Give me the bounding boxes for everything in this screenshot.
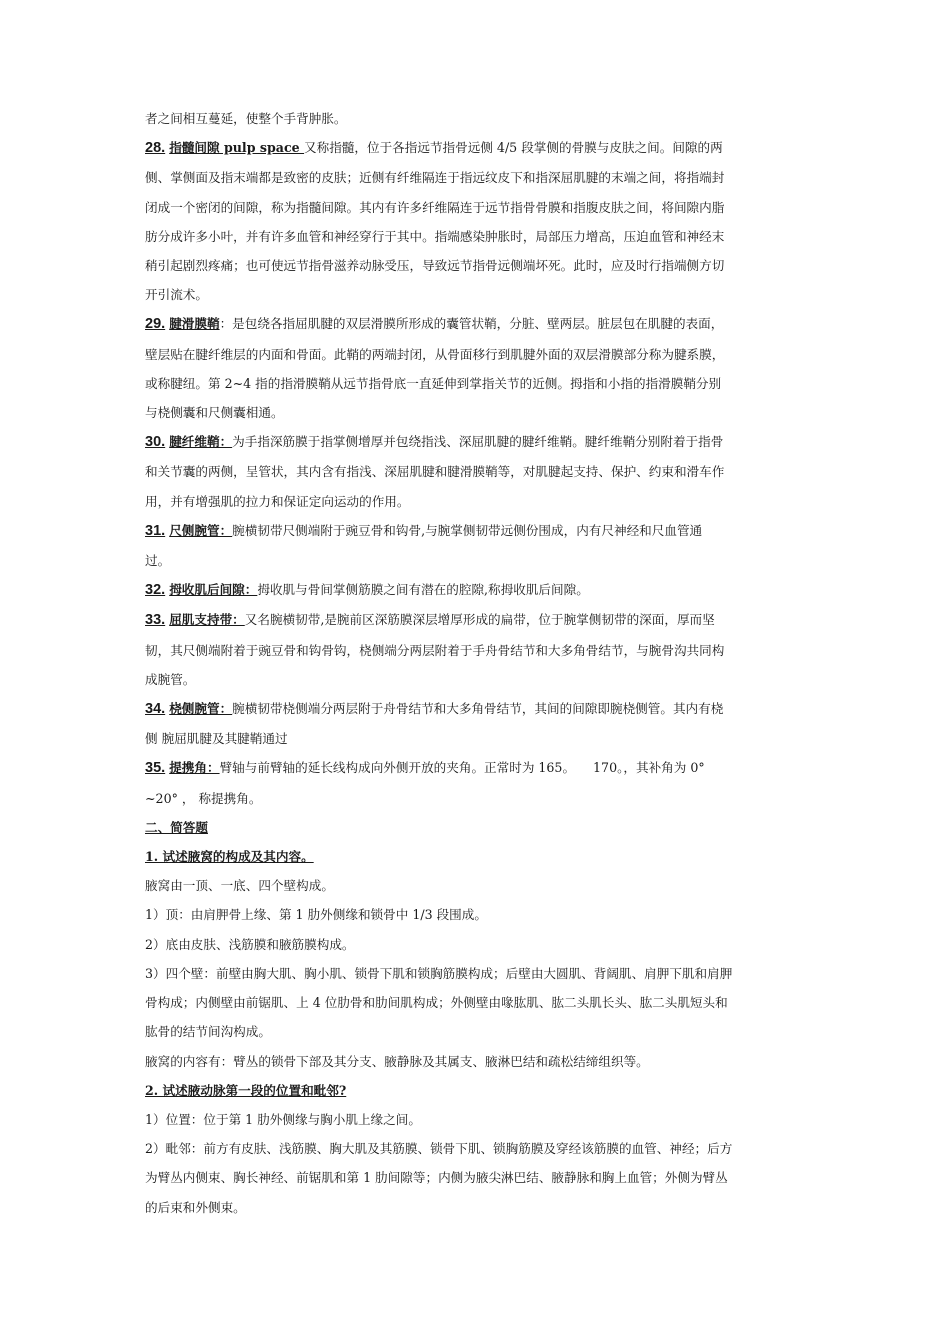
paragraph-line: 稍引起剧烈疼痛；也可使远节指骨滋养动脉受压，导致远节指骨远侧端坏死。此时，应及时行指端侧方切 [145, 258, 725, 274]
paragraph-line: 2）底由皮肤、浅筋膜和腋筋膜构成。 [145, 936, 355, 952]
item-33 [145, 605, 817, 635]
paragraph-line: 为臂丛内侧束、胸长神经、前锯肌和第 1 肋间隙等；内侧为腋尖淋巴结、腋静脉和胸上血管；外侧为臂丛 [145, 1170, 728, 1186]
item-number: 34. [145, 701, 166, 718]
item-number: 29. [145, 316, 166, 333]
item-text: 腕横韧带尺侧端附于豌豆骨和钩骨,与腕掌侧韧带远侧份围成，内有尺神经和尺血管通 [232, 522, 703, 538]
question-title: 2. 试述腋动脉第一段的位置和毗邻? [145, 1082, 347, 1098]
paragraph-line: 2）毗邻：前方有皮肤、浅筋膜、胸大肌及其筋膜、锁骨下肌、锁胸筋膜及穿经该筋膜的血管、神经；后方 [145, 1141, 733, 1157]
item-30 [145, 427, 817, 457]
item-text: 拇收肌与骨间掌侧筋膜之间有潜在的腔隙,称拇收肌后间隙。 [257, 582, 589, 598]
paragraph-line: 的后束和外侧束。 [145, 1199, 246, 1215]
question-title: 1. 试述腋窝的构成及其内容。 [145, 849, 314, 865]
item-text: 又名腕横韧带,是腕前区深筋膜深层增厚形成的扁带，位于腕掌侧韧带的深面，厚而坚 [244, 612, 715, 628]
paragraph-line: 肱骨的结节间沟构成。 [145, 1024, 271, 1040]
item-term: 桡侧腕管： [169, 701, 233, 717]
item-31 [145, 516, 817, 546]
paragraph-line: 腋窝的内容有：臂丛的锁骨下部及其分支、腋静脉及其属支、腋淋巴结和疏松结缔组织等。 [145, 1053, 649, 1069]
item-term: 尺侧腕管： [169, 522, 233, 538]
item-34 [145, 694, 817, 724]
item-text: 170。，其补角为 0° [593, 760, 705, 776]
paragraph-line: 用，并有增强肌的拉力和保证定向运动的作用。 [145, 493, 410, 509]
paragraph-line: 1）顶：由肩胛骨上缘、第 1 肋外侧缘和锁骨中 1/3 段围成。 [145, 907, 487, 923]
item-term: 提携角： [169, 760, 220, 776]
item-term: 屈肌支持带： [169, 612, 245, 628]
item-number: 31. [145, 522, 166, 539]
item-35 [145, 753, 817, 783]
paragraph-line: 开引流术。 [145, 287, 208, 303]
item-text: ：是包绕各指屈肌腱的双层滑膜所形成的囊管状鞘，分脏、壁两层。脏层包在肌腱的表面， [219, 316, 724, 332]
item-text: 臂轴与前臂轴的延长线构成向外侧开放的夹角。正常时为 165。 [219, 760, 576, 776]
paragraph-line: 肪分成许多小叶，并有许多血管和神经穿行于其中。指端感染肿胀时，局部压力增高，压迫血管和神经末 [145, 228, 725, 244]
paragraph-line: 侧、掌侧面及指末端都是致密的皮肤；近侧有纤维隔连于指远纹皮下和指深屈肌腱的末端之间，将指端封 [145, 170, 725, 186]
paragraph-line: 和关节囊的两侧，呈管状，其内含有指浅、深屈肌腱和腱滑膜鞘等，对肌腱起支持、保护、约束和滑车作 [145, 464, 725, 480]
item-number: 33. [145, 612, 166, 629]
paragraph-line: 或称腱纽。第 2~4 指的指滑膜鞘从远节指骨底一直延伸到掌指关节的近侧。拇指和小指的指滑膜鞘分别 [145, 375, 722, 391]
paragraph-line: 与桡侧囊和尺侧囊相通。 [145, 405, 284, 421]
paragraph-line: 1）位置：位于第 1 肋外侧缘与胸小肌上缘之间。 [145, 1111, 421, 1127]
paragraph-line: ~20° ， 称提携角。 [145, 790, 262, 806]
paragraph-line: 骨构成；内侧壁由前锯肌、上 4 位肋骨和肋间肌构成；外侧壁由喙肱肌、肱二头肌长头、肱二头肌短头和 [145, 995, 728, 1011]
paragraph-line: 者之间相互蔓延，使整个手背肿胀。 [145, 111, 347, 126]
item-32 [145, 575, 817, 605]
item-term: 拇收肌后间隙： [169, 582, 258, 598]
item-number: 35. [145, 760, 166, 777]
paragraph-line: 侧 腕屈肌腱及其腱鞘通过 [145, 731, 288, 747]
paragraph-line: 腋窝由一顶、一底、四个壁构成。 [145, 878, 334, 894]
paragraph-line: 壁层贴在腱纤维层的内面和骨面。此鞘的两端封闭，从骨面移行到肌腱外面的双层滑膜部分称为腱系膜， [145, 346, 725, 362]
paragraph-line: 3）四个壁：前壁由胸大肌、胸小肌、锁骨下肌和锁胸筋膜构成；后壁由大圆肌、背阔肌、肩胛下肌和肩胛 [145, 965, 733, 981]
paragraph-line: 成腕管。 [145, 671, 196, 687]
item-number: 30. [145, 434, 166, 451]
item-text: 又称指髓，位于各指远节指骨远侧 4/5 段掌侧的骨膜与皮肤之间。间隙的两 [304, 140, 723, 156]
paragraph-line: 韧，其尺侧端附着于豌豆骨和钩骨钩，桡侧端分两层附着于手舟骨结节和大多角骨结节，与腕骨沟共同构 [145, 642, 725, 658]
paragraph-line: 过。 [145, 553, 171, 569]
item-number: 32. [145, 582, 166, 599]
item-text: 腕横韧带桡侧端分两层附于舟骨结节和大多角骨结节，其间的间隙即腕桡侧管。其内有桡 [232, 701, 724, 717]
item-term: 腱滑膜鞘 [169, 316, 220, 332]
item-text: 为手指深筋膜于指掌侧增厚并包绕指浅、深屈肌腱的腱纤维鞘。腱纤维鞘分别附着于指骨 [232, 434, 724, 450]
item-number: 28. [145, 140, 166, 157]
item-29 [145, 309, 817, 339]
section-heading: 二、简答题 [145, 819, 208, 835]
item-term: 指髓间隙 pulp space [169, 140, 305, 156]
paragraph-line: 闭成一个密闭的间隙，称为指髓间隙。其内有许多纤维隔连于远节指骨骨膜和指腹皮肤之间，将间隙内脂 [145, 199, 725, 215]
item-28 [145, 133, 817, 163]
document-page [145, 104, 817, 1222]
item-term: 腱纤维鞘： [169, 434, 233, 450]
